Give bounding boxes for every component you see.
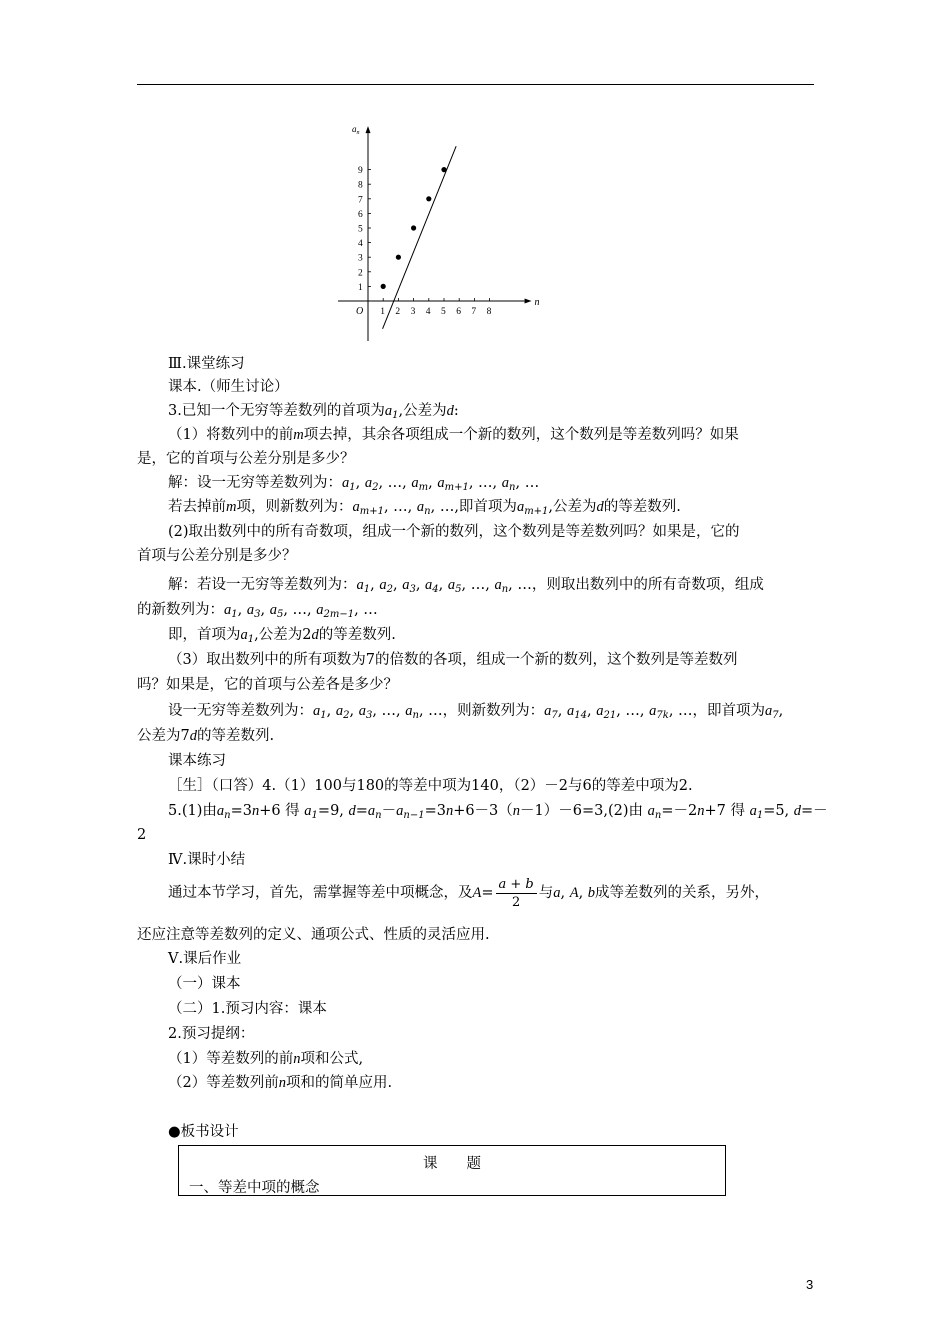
section3-heading: Ⅲ.课堂练习 [168,356,245,372]
x-tick-label: 3 [410,307,416,317]
homework-5: （2）等差数列前n项和的简单应用. [168,1075,393,1091]
homework-3: 2.预习提纲： [168,1026,255,1042]
board-title: 课 题 [423,1156,481,1172]
x-tick-label: 7 [471,307,477,317]
data-point [426,196,431,201]
y-tick-label: 8 [358,180,363,191]
x-tick-label: 8 [486,307,492,317]
x-tick-label: 5 [441,307,446,317]
section4-heading: Ⅳ.课时小结 [168,852,246,868]
x-axis-label: n [534,297,540,308]
board-design-box [178,1145,726,1196]
q3-part1-line2: 是，它的首项与公差分别是多少？ [137,451,355,467]
q3-part3-line2: 吗？如果是，它的首项与公差各是多少？ [137,677,398,693]
q3-part3-line1: （3）取出数列中的所有项数为7的倍数的各项，组成一个新的数列，这个数列是等差数列 [168,652,738,668]
x-tick-label: 6 [456,307,461,317]
origin-label: O [356,306,364,317]
q3-part2-line1: (2)取出数列中的所有奇数项，组成一个新的数列，这个数列是等差数列吗？如果是，它的 [168,524,740,540]
mean-fraction: $\frac{a + b}{2}$ [496,876,537,911]
solution2-line2: 的新数列为：$a_1$, $a_3$, $a_5$, …, $a_{2m-1}$, … [137,602,378,620]
y-tick-label: 1 [358,282,363,293]
x-axis-arrow [525,299,532,304]
y-tick-label: 4 [358,239,363,250]
x-tick-label: 1 [380,307,385,317]
data-point [396,255,401,260]
y-tick-label: 6 [358,209,363,220]
summary-line1: 通过本节学习，首先，需掌握等差中项概念，及A= $\frac{a + b}{2}$ 与a, A, b成等差数列的关系，另外， [168,876,770,910]
section5-heading: Ⅴ.课后作业 [168,951,242,967]
y-tick-label: 7 [358,195,363,206]
solution2-line3: 即，首项为$a_1$,公差为2d的等差数列. [168,627,396,645]
textbook-note: 课本.（师生讨论） [168,379,289,395]
q3-intro: 3.已知一个无穷等差数列的首项为$a_1$,公差为d: [168,403,459,421]
q4-answer: ［生］（口答）4.（1）100与180的等差中项为140，（2）－2与6的等差中项为2. [168,778,693,794]
data-point [441,167,446,172]
homework-1: （一）课本 [168,976,241,992]
y-tick-label: 3 [358,253,363,264]
homework-2: （二）1.预习内容：课本 [168,1001,327,1017]
solution2-line1: 解：若设一无穷等差数列为：$a_1$, $a_2$, $a_3$, $a_4$, $a_5$, …, $a_n$, …，则取出数列中的所有奇数项，组成 [168,577,764,595]
q3-part1-line1: （1）将数列中的前m项去掉，其余各项组成一个新的数列，这个数列是等差数列吗？如果 [168,427,739,443]
board-heading: ●板书设计 [168,1124,239,1140]
sequence-plot [332,116,540,344]
y-tick-label: 9 [358,166,363,177]
data-point [411,225,416,230]
page-number: 3 [806,1277,814,1292]
y-axis-arrow [366,126,371,133]
q5-answer: 5.(1)由$a_n=3n+6$ 得 $a_1=9$, $d=a_n-a_{n-1}=3n+6-3(n-1)-6=3,(2)$由 $a_n=-2n+7$ 得 $a_1=5$, d=－ [168,803,828,821]
y-axis-label: $a_n$ [352,124,360,137]
textbook-exercise: 课本练习 [168,753,226,769]
x-tick-label: 4 [425,307,431,317]
q3-part2-line2: 首项与公差分别是多少？ [137,548,297,564]
board-row-1: 一、等差中项的概念 [189,1180,320,1196]
q5-answer-cont: 2 [137,827,147,843]
data-point [381,284,386,289]
solution3-line1: 设一无穷等差数列为：$a_1$, $a_2$, $a_3$, …, $a_n$, …，则新数列为：$a_7$, $a_{14}$, $a_{21}$, …, $a_{7k}$, …，即首项为$a_7$, [168,703,784,721]
homework-4: （1）等差数列的前n项和公式, [168,1051,364,1067]
solution3-line2: 公差为7d的等差数列. [137,728,275,744]
summary-line2: 还应注意等差数列的定义、通项公式、性质的灵活应用. [137,927,490,943]
solution1-line1: 解：设一无穷等差数列为：$a_1$, $a_2$, …, $a_m$, $a_{m+1}$, …, $a_n$, … [168,475,540,493]
y-tick-label: 5 [358,224,363,235]
solution1-line2: 若去掉前m项，则新数列为：$a_{m+1}$, …, $a_n$, …,即首项为$a_{m+1}$,公差为d的等差数列. [168,499,681,517]
x-tick-label: 2 [395,307,401,317]
y-tick-label: 2 [358,268,363,279]
header-rule [137,84,814,85]
